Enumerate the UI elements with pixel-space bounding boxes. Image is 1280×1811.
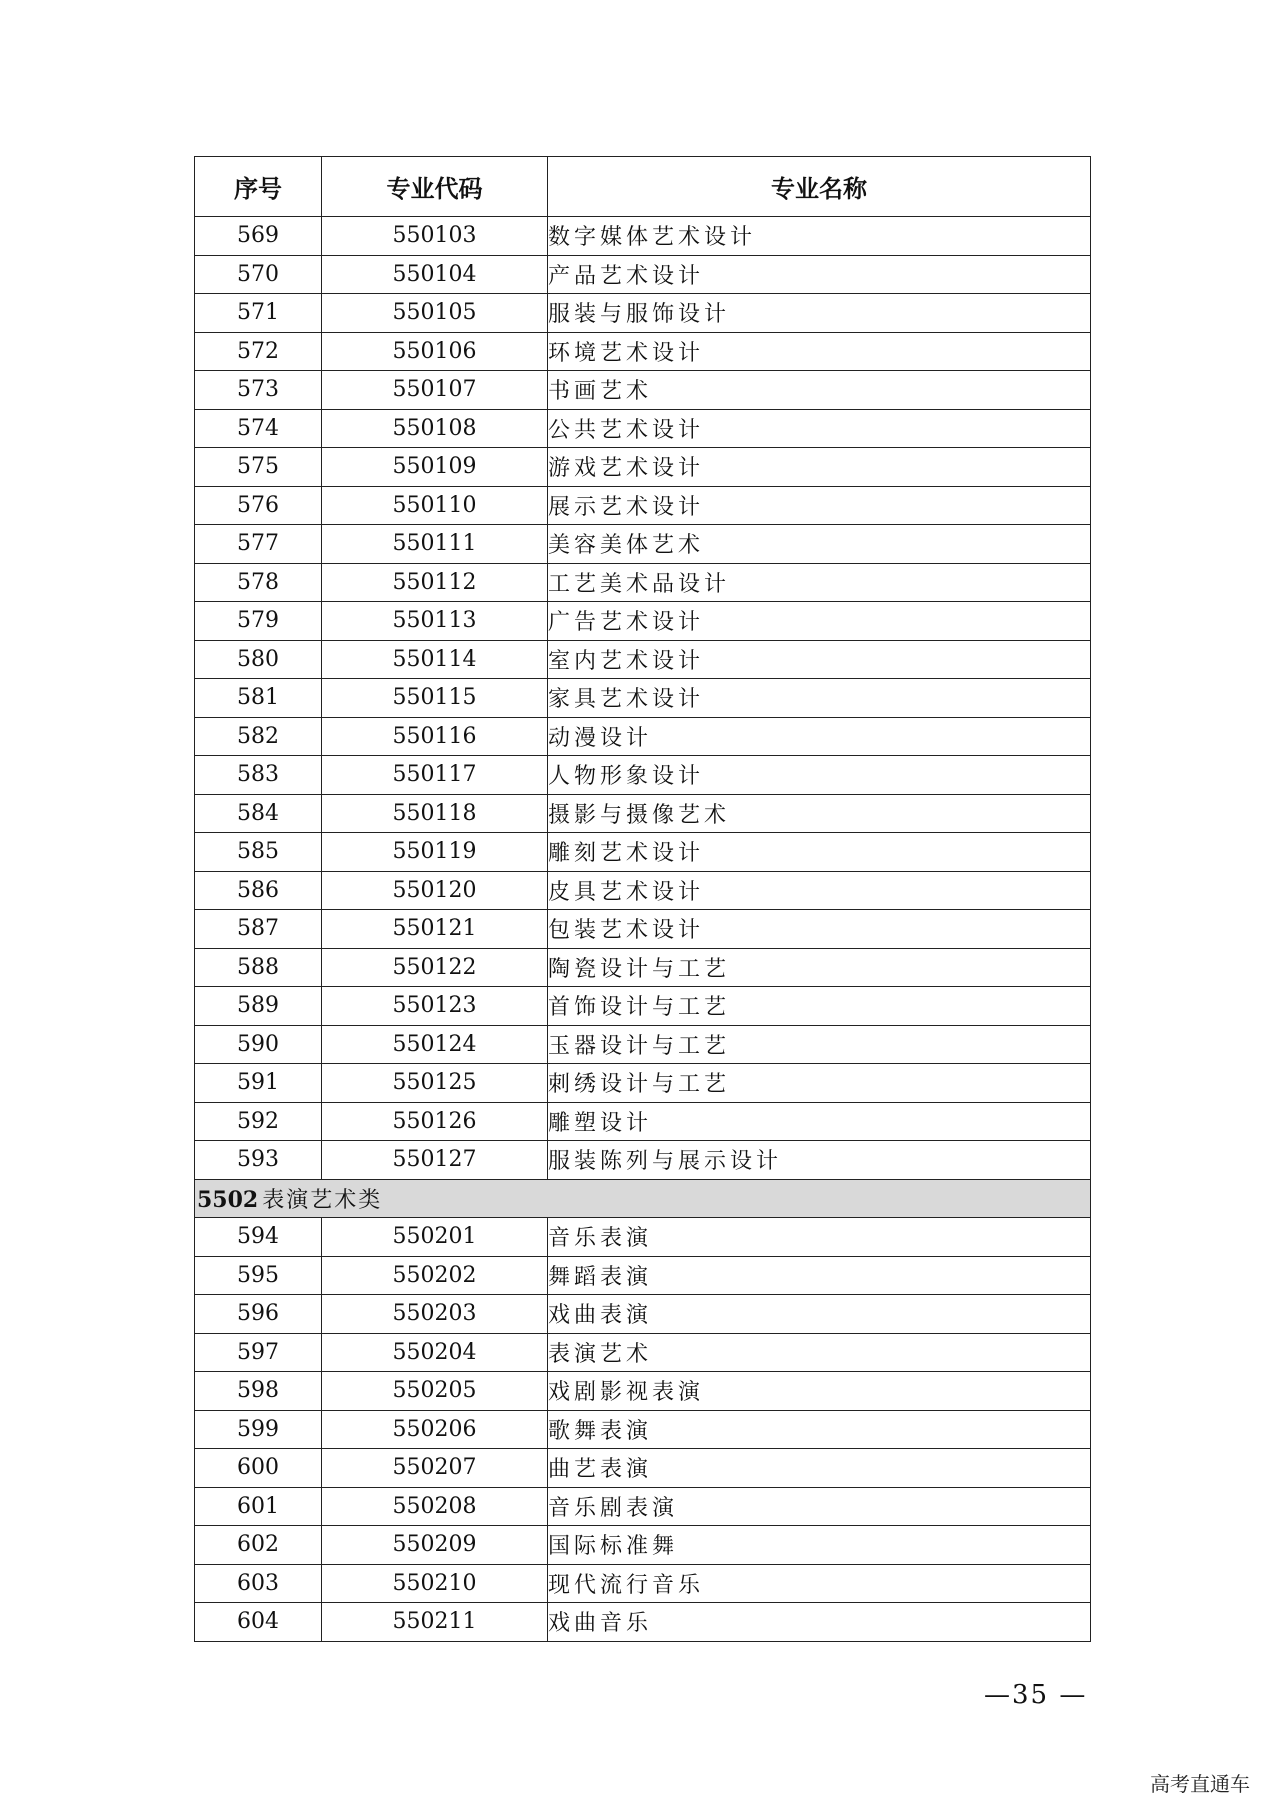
table-row — [195, 1218, 1091, 1257]
category-name: 表演艺术类 — [262, 1187, 383, 1213]
code-cell: 550108 — [322, 409, 548, 448]
name-cell: 摄影与摄像艺术 — [548, 794, 1091, 833]
table-row — [195, 217, 1091, 256]
table-row — [195, 563, 1091, 602]
table-row — [195, 1603, 1091, 1642]
seq-cell: 572 — [195, 332, 322, 371]
seq-cell: 602 — [195, 1526, 322, 1565]
code-cell: 550106 — [322, 332, 548, 371]
code-cell: 550103 — [322, 217, 548, 256]
name-cell: 音乐剧表演 — [548, 1487, 1091, 1526]
table-row — [195, 756, 1091, 795]
table-row — [195, 871, 1091, 910]
code-cell: 550110 — [322, 486, 548, 525]
table-row — [195, 1141, 1091, 1180]
major-table — [194, 156, 1091, 1642]
name-cell: 刺绣设计与工艺 — [548, 1064, 1091, 1103]
table-row — [195, 332, 1091, 371]
seq-cell: 596 — [195, 1295, 322, 1334]
name-cell: 环境艺术设计 — [548, 332, 1091, 371]
code-cell: 550105 — [322, 294, 548, 333]
name-cell: 陶瓷设计与工艺 — [548, 948, 1091, 987]
code-cell: 550120 — [322, 871, 548, 910]
name-cell: 舞蹈表演 — [548, 1256, 1091, 1295]
seq-cell: 592 — [195, 1102, 322, 1141]
seq-cell: 574 — [195, 409, 322, 448]
name-cell: 国际标准舞 — [548, 1526, 1091, 1565]
table-row — [195, 294, 1091, 333]
category-code: 5502 — [197, 1186, 259, 1213]
seq-cell: 570 — [195, 255, 322, 294]
table-row — [195, 255, 1091, 294]
name-cell: 表演艺术 — [548, 1333, 1091, 1372]
table-row — [195, 717, 1091, 756]
name-cell: 游戏艺术设计 — [548, 448, 1091, 487]
code-cell: 550109 — [322, 448, 548, 487]
seq-cell: 595 — [195, 1256, 322, 1295]
seq-cell: 579 — [195, 602, 322, 641]
seq-cell: 580 — [195, 640, 322, 679]
seq-cell: 603 — [195, 1564, 322, 1603]
table-row — [195, 1025, 1091, 1064]
table-row — [195, 948, 1091, 987]
name-cell: 数字媒体艺术设计 — [548, 217, 1091, 256]
seq-cell: 593 — [195, 1141, 322, 1180]
code-cell: 550113 — [322, 602, 548, 641]
name-cell: 动漫设计 — [548, 717, 1091, 756]
code-cell: 550201 — [322, 1218, 548, 1257]
seq-cell: 575 — [195, 448, 322, 487]
name-cell: 美容美体艺术 — [548, 525, 1091, 564]
code-cell: 550204 — [322, 1333, 548, 1372]
code-cell: 550119 — [322, 833, 548, 872]
table-row — [195, 910, 1091, 949]
code-cell: 550121 — [322, 910, 548, 949]
code-cell: 550206 — [322, 1410, 548, 1449]
header-name: 专业名称 — [548, 157, 1091, 217]
table-row — [195, 1256, 1091, 1295]
name-cell: 家具艺术设计 — [548, 679, 1091, 718]
code-cell: 550104 — [322, 255, 548, 294]
name-cell: 戏曲表演 — [548, 1295, 1091, 1334]
code-cell: 550114 — [322, 640, 548, 679]
seq-cell: 576 — [195, 486, 322, 525]
code-cell: 550124 — [322, 1025, 548, 1064]
code-cell: 550209 — [322, 1526, 548, 1565]
name-cell: 公共艺术设计 — [548, 409, 1091, 448]
code-cell: 550125 — [322, 1064, 548, 1103]
name-cell: 服装与服饰设计 — [548, 294, 1091, 333]
code-cell: 550122 — [322, 948, 548, 987]
seq-cell: 587 — [195, 910, 322, 949]
category-cell — [195, 1179, 1091, 1218]
table-row — [195, 1295, 1091, 1334]
seq-cell: 584 — [195, 794, 322, 833]
table-row — [195, 409, 1091, 448]
code-cell: 550127 — [322, 1141, 548, 1180]
seq-cell: 594 — [195, 1218, 322, 1257]
seq-cell: 598 — [195, 1372, 322, 1411]
seq-cell: 599 — [195, 1410, 322, 1449]
seq-cell: 591 — [195, 1064, 322, 1103]
code-cell: 550126 — [322, 1102, 548, 1141]
table-row — [195, 1526, 1091, 1565]
seq-cell: 588 — [195, 948, 322, 987]
code-cell: 550211 — [322, 1603, 548, 1642]
seq-cell: 582 — [195, 717, 322, 756]
name-cell: 皮具艺术设计 — [548, 871, 1091, 910]
seq-cell: 586 — [195, 871, 322, 910]
table-row — [195, 640, 1091, 679]
seq-cell: 589 — [195, 987, 322, 1026]
table-row — [195, 1064, 1091, 1103]
category-row — [195, 1179, 1091, 1218]
watermark-text: 高考直通车 — [1150, 1772, 1250, 1796]
seq-cell: 600 — [195, 1449, 322, 1488]
table-row — [195, 486, 1091, 525]
name-cell: 包装艺术设计 — [548, 910, 1091, 949]
header-code: 专业代码 — [322, 157, 548, 217]
code-cell: 550117 — [322, 756, 548, 795]
name-cell: 室内艺术设计 — [548, 640, 1091, 679]
name-cell: 服装陈列与展示设计 — [548, 1141, 1091, 1180]
seq-cell: 581 — [195, 679, 322, 718]
table-header-row — [195, 157, 1091, 217]
code-cell: 550210 — [322, 1564, 548, 1603]
name-cell: 雕刻艺术设计 — [548, 833, 1091, 872]
table-row — [195, 1487, 1091, 1526]
name-cell: 雕塑设计 — [548, 1102, 1091, 1141]
code-cell: 550208 — [322, 1487, 548, 1526]
table-row — [195, 833, 1091, 872]
code-cell: 550118 — [322, 794, 548, 833]
name-cell: 玉器设计与工艺 — [548, 1025, 1091, 1064]
seq-cell: 590 — [195, 1025, 322, 1064]
table-row — [195, 1372, 1091, 1411]
code-cell: 550111 — [322, 525, 548, 564]
name-cell: 歌舞表演 — [548, 1410, 1091, 1449]
name-cell: 展示艺术设计 — [548, 486, 1091, 525]
code-cell: 550107 — [322, 371, 548, 410]
code-cell: 550205 — [322, 1372, 548, 1411]
table-row — [195, 794, 1091, 833]
header-seq: 序号 — [195, 157, 322, 217]
name-cell: 现代流行音乐 — [548, 1564, 1091, 1603]
code-cell: 550112 — [322, 563, 548, 602]
table-row — [195, 679, 1091, 718]
seq-cell: 604 — [195, 1603, 322, 1642]
seq-cell: 585 — [195, 833, 322, 872]
name-cell: 曲艺表演 — [548, 1449, 1091, 1488]
seq-cell: 577 — [195, 525, 322, 564]
table-row — [195, 371, 1091, 410]
code-cell: 550115 — [322, 679, 548, 718]
code-cell: 550203 — [322, 1295, 548, 1334]
table-row — [195, 602, 1091, 641]
table-body — [195, 217, 1091, 1642]
code-cell: 550123 — [322, 987, 548, 1026]
name-cell: 戏曲音乐 — [548, 1603, 1091, 1642]
name-cell: 戏剧影视表演 — [548, 1372, 1091, 1411]
table-row — [195, 1410, 1091, 1449]
name-cell: 广告艺术设计 — [548, 602, 1091, 641]
table-row — [195, 1102, 1091, 1141]
name-cell: 产品艺术设计 — [548, 255, 1091, 294]
seq-cell: 578 — [195, 563, 322, 602]
code-cell: 550207 — [322, 1449, 548, 1488]
page-number: —35 — — [984, 1680, 1088, 1710]
name-cell: 首饰设计与工艺 — [548, 987, 1091, 1026]
seq-cell: 573 — [195, 371, 322, 410]
code-cell: 550202 — [322, 1256, 548, 1295]
table-row — [195, 1449, 1091, 1488]
name-cell: 工艺美术品设计 — [548, 563, 1091, 602]
seq-cell: 601 — [195, 1487, 322, 1526]
seq-cell: 597 — [195, 1333, 322, 1372]
seq-cell: 569 — [195, 217, 322, 256]
table-row — [195, 448, 1091, 487]
table-row — [195, 1333, 1091, 1372]
name-cell: 音乐表演 — [548, 1218, 1091, 1257]
seq-cell: 583 — [195, 756, 322, 795]
code-cell: 550116 — [322, 717, 548, 756]
table-row — [195, 987, 1091, 1026]
name-cell: 人物形象设计 — [548, 756, 1091, 795]
name-cell: 书画艺术 — [548, 371, 1091, 410]
seq-cell: 571 — [195, 294, 322, 333]
table-row — [195, 1564, 1091, 1603]
table-row — [195, 525, 1091, 564]
